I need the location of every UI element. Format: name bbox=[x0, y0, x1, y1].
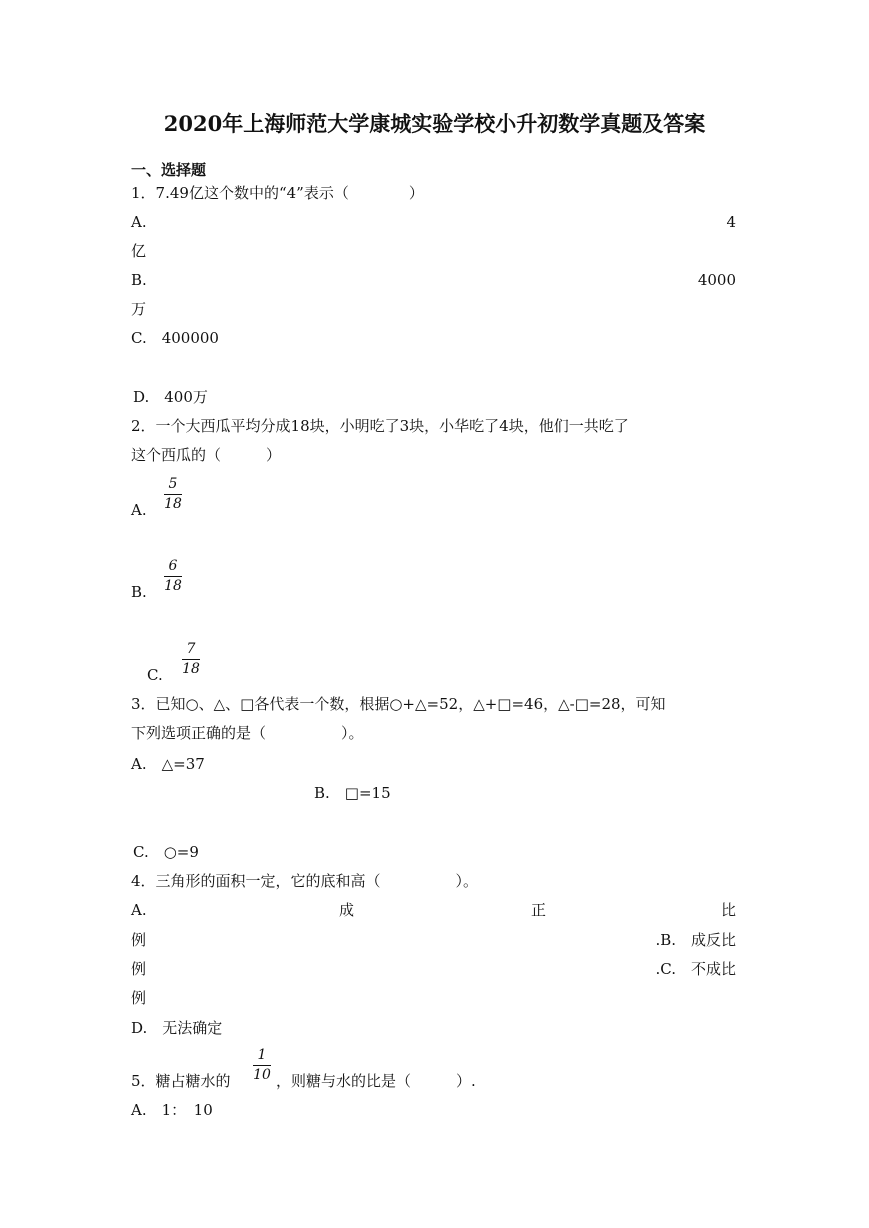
q4-option-d: D. 无法确定 bbox=[131, 1019, 223, 1037]
q4-row4-left: 例 bbox=[131, 989, 147, 1007]
numerator: 1 bbox=[257, 1047, 267, 1063]
fraction-bar bbox=[182, 659, 200, 660]
section-heading: 一、选择题 bbox=[131, 161, 207, 179]
q2-option-c-fraction bbox=[182, 641, 200, 678]
q1-option-b-label: B. bbox=[131, 271, 147, 289]
question-3-stem-line2: 下列选项正确的是（ ）。 bbox=[131, 724, 364, 742]
q3-option-b: B. □=15 bbox=[314, 784, 391, 802]
q1-option-d: D. 400万 bbox=[133, 388, 208, 406]
q2-option-c-label: C. bbox=[147, 666, 163, 684]
question-4-stem: 4．三角形的面积一定，它的底和高（ ）。 bbox=[131, 872, 479, 890]
q4-row2-left: 例 bbox=[131, 931, 147, 949]
question-1-stem: 1．7.49亿这个数中的“4”表示（ ） bbox=[131, 184, 424, 202]
fraction-bar bbox=[164, 494, 182, 495]
page-title: 2020年上海师范大学康城实验学校小升初数学真题及答案 bbox=[163, 111, 706, 136]
question-2-stem-line2: 这个西瓜的（ ） bbox=[131, 446, 282, 464]
denominator: 10 bbox=[253, 1067, 271, 1083]
numerator: 5 bbox=[168, 476, 178, 492]
q1-option-a-label: A. bbox=[131, 213, 147, 231]
q1-option-a-unit: 亿 bbox=[131, 242, 147, 260]
denominator: 18 bbox=[164, 578, 182, 594]
numerator: 6 bbox=[168, 558, 178, 574]
q4-option-b: .B. 成反比 bbox=[655, 931, 736, 949]
q4-row3-left: 例 bbox=[131, 960, 147, 978]
question-5-stem-pre: 5．糖占糖水的 bbox=[131, 1072, 231, 1090]
fraction-bar bbox=[253, 1065, 271, 1066]
q4-option-a-label: A. bbox=[131, 901, 147, 919]
q1-option-b-value: 4000 bbox=[697, 271, 736, 289]
denominator: 18 bbox=[164, 496, 182, 512]
numerator: 7 bbox=[186, 641, 196, 657]
q1-option-b-unit: 万 bbox=[131, 300, 147, 318]
q3-option-a: A. △=37 bbox=[131, 755, 205, 773]
q1-option-c: C. 400000 bbox=[131, 329, 219, 347]
q3-option-c: C. ○=9 bbox=[133, 843, 199, 861]
q2-option-a-fraction bbox=[164, 476, 182, 513]
q4-option-a-char1: 成 bbox=[339, 901, 355, 919]
q4-option-a-char3: 比 bbox=[720, 901, 736, 919]
question-5-stem-post: ，则糖与水的比是（ ）. bbox=[276, 1072, 476, 1090]
q2-option-b-label: B. bbox=[131, 583, 147, 601]
question-3-stem-line1: 3．已知○、△、□各代表一个数，根据○+△=52，△+□=46，△-□=28，可知 bbox=[131, 695, 666, 713]
q5-option-a: A. 1： 10 bbox=[131, 1101, 213, 1119]
q1-option-a-value: 4 bbox=[726, 213, 736, 231]
q4-option-c: .C. 不成比 bbox=[655, 960, 736, 978]
question-2-stem-line1: 2．一个大西瓜平均分成18块，小明吃了3块，小华吃了4块，他们一共吃了 bbox=[131, 417, 629, 435]
denominator: 18 bbox=[182, 661, 200, 677]
q2-option-b-fraction bbox=[164, 558, 182, 595]
q5-fraction bbox=[253, 1047, 271, 1084]
q2-option-a-label: A. bbox=[131, 501, 147, 519]
q4-option-a-char2: 正 bbox=[531, 901, 547, 919]
fraction-bar bbox=[164, 576, 182, 577]
